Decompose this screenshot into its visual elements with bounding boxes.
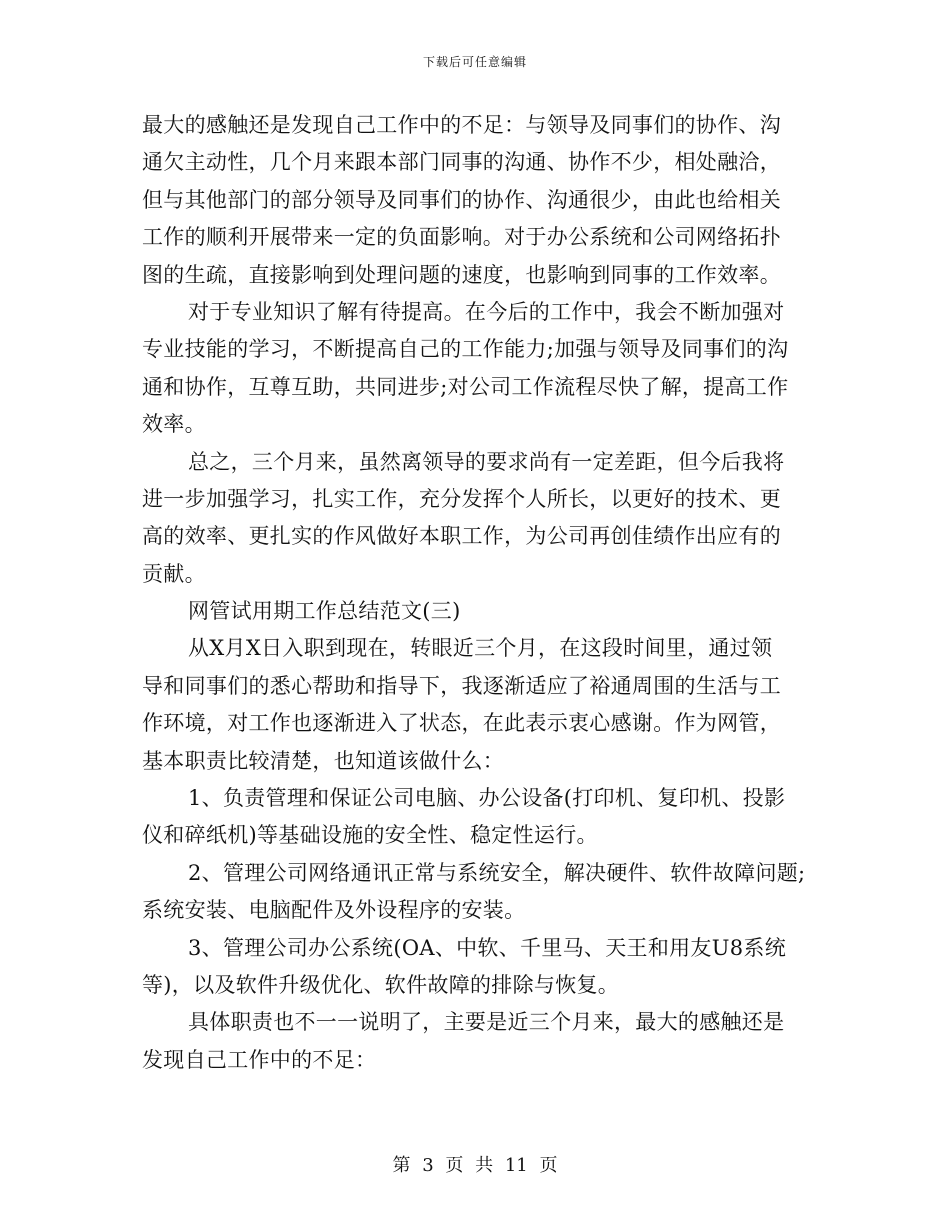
text-line: 最大的感触还是发现自己工作中的不足：与领导及同事们的协作、沟 — [142, 113, 781, 137]
list-item-3: 3、管理公司办公系统(OA、中软、千里马、天王和用友U8系统 — [188, 935, 786, 960]
paragraph-start-line: 对于专业知识了解有待提高。在今后的工作中，我会不断加强对 — [188, 299, 785, 324]
text-line: 贡献。 — [142, 561, 206, 586]
text-line: 通和协作，互尊互助，共同进步;对公司工作流程尽快了解，提高工作 — [142, 374, 789, 399]
list-item-2: 2、管理公司网络通讯正常与系统安全，解决硬件、软件故障问题; — [188, 860, 806, 885]
section-heading: 网管试用期工作总结范文(三) — [188, 599, 461, 624]
text-line: 通欠主动性，几个月来跟本部门同事的沟通、协作不少，相处融洽， — [142, 150, 781, 175]
page-header-note: 下载后可任意编辑 — [422, 55, 527, 69]
text-line: 进一步加强学习，扎实工作，充分发挥个人所长，以更好的技术、更 — [142, 486, 781, 511]
paragraph-start-line: 从X月X日入职到现在，转眼近三个月，在这段时间里，通过领 — [188, 636, 773, 661]
text-line: 系统安装、电脑配件及外设程序的安装。 — [142, 898, 526, 923]
text-line: 专业技能的学习，不断提高自己的工作能力;加强与领导及同事们的沟 — [142, 337, 789, 362]
text-line: 效率。 — [142, 412, 206, 437]
text-line: 基本职责比较清楚，也知道该做什么： — [142, 748, 505, 773]
page-number-footer: 第 3 页 共 11 页 — [392, 1155, 558, 1176]
text-line: 导和同事们的悉心帮助和指导下，我逐渐适应了裕通周围的生活与工 — [142, 673, 781, 698]
text-line: 作环境，对工作也逐渐进入了状态，在此表示衷心感谢。作为网管， — [142, 711, 781, 736]
paragraph-start-line: 总之，三个月来，虽然离领导的要求尚有一定差距，但今后我将 — [188, 449, 785, 474]
document-body — [142, 107, 822, 1079]
text-line: 高的效率、更扎实的作风做好本职工作，为公司再创佳绩作出应有的 — [142, 524, 781, 549]
text-line: 仪和碎纸机)等基础设施的安全性、稳定性运行。 — [142, 823, 598, 848]
text-line: 发现自己工作中的不足： — [142, 1047, 377, 1072]
text-line: 但与其他部门的部分领导及同事们的协作、沟通很少，由此也给相关 — [142, 187, 781, 212]
text-line: 工作的顺利开展带来一定的负面影响。对于办公系统和公司网络拓扑 — [142, 225, 781, 250]
text-line: 等)，以及软件升级优化、软件故障的排除与恢复。 — [142, 972, 620, 997]
list-item-1: 1、负责管理和保证公司电脑、办公设备(打印机、复印机、投影 — [188, 786, 786, 811]
paragraph-start-line: 具体职责也不一一说明了，主要是近三个月来，最大的感触还是 — [188, 1010, 785, 1035]
text-line: 图的生疏，直接影响到处理问题的速度，也影响到同事的工作效率。 — [142, 262, 781, 287]
